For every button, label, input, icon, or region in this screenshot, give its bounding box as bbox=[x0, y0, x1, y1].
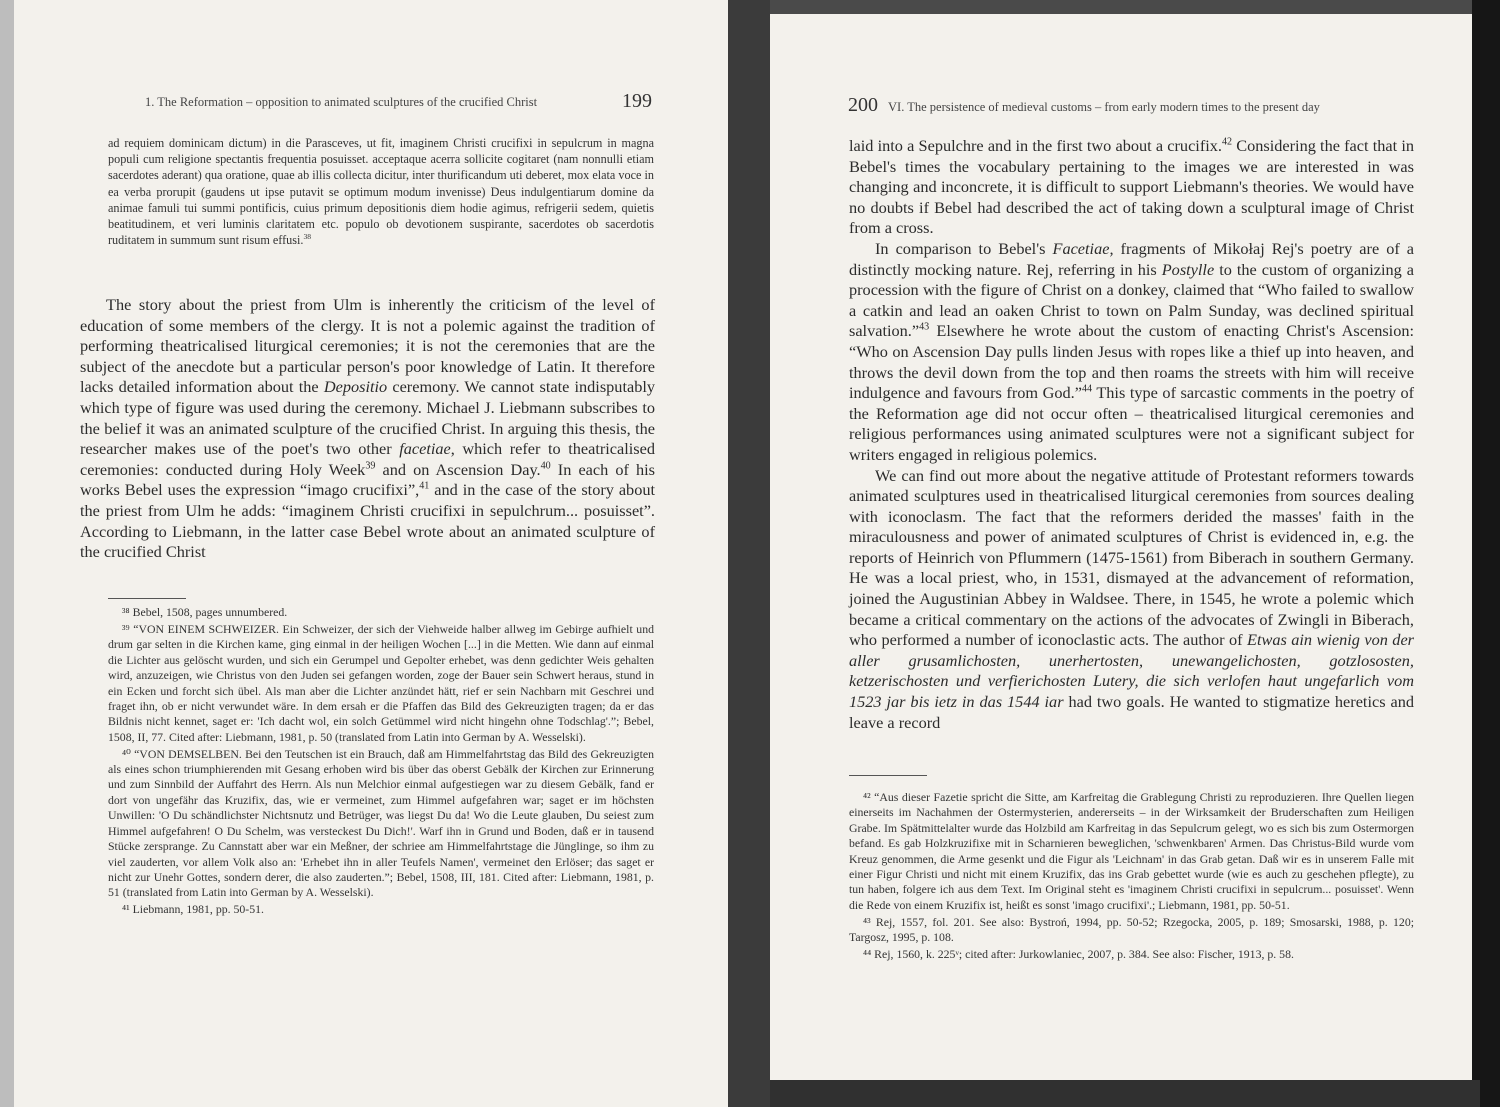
italic-title: facetiae bbox=[399, 439, 451, 459]
scan-edge bbox=[0, 0, 14, 1107]
running-header-left bbox=[145, 95, 537, 110]
latin-quotation-text: ad requiem dominicam dictum) in die Parasceves, ut fit, imaginem Christi crucifixi in sepulcrum in magna populi cum religione spectantis frequentia posuisset. acceptaque acerra sollicite cogitaret (nam nonnulli etiam sacerdotes aderant) qua oratione, quae ab illis collecta dicitur, inter thurificandum uti deberet, mox elata voce in ea verba prorupit (gaudens ut ipse putavit se optimum modum invenisse) Deus indulgentiarum domine da animae famuli tui summi pontificis, cuius primum depositionis diem hodie agimus, refrigerii sedem, quietis beatitudinem, et veri luminis claritatem etc. populo ob devotionem suspirante, sacerdotes ob sacerdotis ruditatem in summum sunt risum effusi. bbox=[108, 136, 654, 248]
footnote-42: ⁴² “Aus dieser Fazetie spricht die Sitte, am Karfreitag die Grablegung Christi zu reproduzieren. Ihre Quellen liegen einerseits im Nachahmen der Ostermysterien, andererseits – in der Wirksamkeit der Bruderschaften zum Heiligen Grabe. Im Spätmittelalter wurde das Holzbild am Karfreitag in das Sepulcrum gelegt, wo es sich bis zum Ostermorgen befand. Es gab Holzkruzifixe mit in Scharnieren beweglichen, 'schwenkbaren' Armen. Das Christus-Bild wurde vom Kreuz genommen, die Arme gesenkt und die Figur als 'Leichnam' in das Grab getan. Daß wir es in unserem Falle mit einer Figur Christi und nicht mit einem Kruzifix, das ins Grab gebettet wurde (wie es auch zu geschehen pflegte), zu tun haben, folgere ich aus dem Text. Im Original steht es 'imaginem Christi crucifixi in sepulcrum... posuisset'. Wenn die Rede von einem Kruzifix ist, heißt es sonst 'imago crucifixi'.; Liebmann, 1981, pp. 50-51. bbox=[849, 790, 1414, 912]
footnote-43: ⁴³ Rej, 1557, fol. 201. See also: Bystroń, 1994, pp. 50-52; Rzegocka, 2005, p. 189; Smosarski, 1988, p. 120; Targosz, 1995, p. 108. bbox=[849, 914, 1414, 945]
body-paragraph-left bbox=[80, 295, 655, 563]
footnote-ref: 40 bbox=[540, 460, 551, 472]
italic-title: Depositio bbox=[323, 377, 388, 397]
footnote-ref: 42 bbox=[1221, 136, 1233, 148]
body-paragraph: laid into a Sepulchre and in the first two about a crucifix.$^{42}$ Considering the fact that in Bebel's times the vocabulary pertaining to the images we are interested in was changing and inconcrete, it is difficult to support Liebmann's theories. We would have no doubts if Bebel had described the act of taking down a sculptural image of Christ from a cross. bbox=[849, 136, 1414, 238]
footnote-39: ³⁹ “VON EINEM SCHWEIZER. Ein Schweizer, der sich der Viehweide halber allweg im Gebirge aufhielt und drum gar selten in die Kirchen kame, ging einmal in der heiligen Wochen [...] in die Metten. Wie dann auf einmal die Lichter aus gelöscht wurden, und sich ein Gerumpel und Gepolter erhebet, was denn gedichter Weis gehalten wird, anzuzeigen, wie Christus von den Juden sei gefangen worden, zoge der Bauer sein Schwert heraus, stund in ein Ecken und forcht sich übel. Als man aber die Lichter anzündet hätt, rief er sein Nachbarn mit Geschrei und fraget ihn, ob er nicht verwundet wäre. In dem ersah er die Pfaffen das Bild des Gekreuzigten tragen; da er das Bildnis nicht kennet, saget er: 'Ich dacht wol, ein solch Getümmel wird nicht hingehn ohne Todschlag'.”; Bebel, 1508, II, 77. Cited after: Liebmann, 1981, p. 50 (translated from Latin into German by A. Wesselski). bbox=[108, 621, 654, 744]
latin-quotation bbox=[108, 135, 654, 248]
right-page bbox=[770, 14, 1472, 1080]
running-header-text: 1. The Reformation – opposition to animated sculptures of the crucified Christ bbox=[145, 95, 538, 109]
body-text-right bbox=[849, 136, 1414, 733]
scan-edge-top bbox=[770, 0, 1500, 14]
footnotes-left bbox=[108, 605, 654, 919]
italic-title: Facetiae, bbox=[1052, 238, 1114, 258]
footnote-40: ⁴⁰ “VON DEMSELBEN. Bei den Teutschen ist ein Brauch, daß am Himmelfahrtstag das Bild des Gekreuzigten als eines schon triumphierenden mit Gesang erhoben wird bis über das oberst Gebälk der Kirchen zur Erinnerung und zum Sinnbild der Auffahrt des Herrn. Als nun Melchior einmal aufgestiegen war zu diesem Gebälk, fand er dort von ungefähr das Kruzifix, das, wie er vermeinet, zum Himmel aufgefahren war; saget er im höchsten Unwillen: 'O Du schändlichster Nichtsnutz und Betrüger, was liegst Du da! Wo die Leute glauben, Du seiest zum Himmel aufgefahren! O Du Schelm, was versteckest Du Dich!'. Warf ihn in Grund und Boden, daß er in tausend Stücke zersprange. Zu Cannstatt aber war ein Meßner, der schriee am Himmelfahrtstage die Jünglinge, so ihm zu viel zauderten, vor allem Volk also an: 'Erhebet ihn in aller Teufels Namen', vermeinet den Erlöser; das saget er nicht zur Unehr Gottes, sondern derer, die also zauderten.”; Bebel, 1508, III, 181. Cited after: Liebmann, 1981, p. 51 (translated from Latin into German by A. Wesselski). bbox=[108, 746, 654, 900]
left-page bbox=[14, 0, 728, 1107]
italic-title: Etwas ain wienig von der aller grusamlichosten, unerhertosten, unewangelichosten, gotzlososten, ketzerischosten und verfierichosten Lutery, die sich verlofen haut ungefarlich vom 1523 jar bis ietz in das 1544 iar bbox=[849, 630, 1415, 712]
footnote-ref: 44 bbox=[1081, 383, 1093, 395]
body-paragraph: The story about the priest from Ulm is inherently the criticism of the level of education of some members of the clergy. It is not a polemic against the tradition of performing theatricalised liturgical ceremonies; it is not the ceremonies that are the subject of the anecdote but a particular person's poor knowledge of Latin. It therefore lacks detailed information about the Depositio ceremony. We cannot state indisputably which type of figure was used during the ceremony. Michael J. Liebmann subscribes to the belief it was an animated sculpture of the crucified Christ. In arguing this thesis, the researcher makes use of the poet's two other facetiae, which refer to theatricalised ceremonies: conducted during Holy Week$^{39}$ and on Ascension Day.$^{40}$ In each of his works Bebel uses the expression “imago crucifixi”,$^{41}$ and in the case of the story about the priest from Ulm he adds: “imaginem Christi crucifixi in sepulchrum... posuisset”. According to Liebmann, in the latter case Bebel wrote about an animated sculpture of the crucified Christ bbox=[80, 295, 656, 562]
page-number-left: 199 bbox=[622, 90, 652, 112]
footnote-41: ⁴¹ Liebmann, 1981, pp. 50-51. bbox=[122, 902, 264, 917]
book-gutter bbox=[728, 0, 770, 1107]
footnote-44: ⁴⁴ Rej, 1560, k. 225ᵛ; cited after: Jurkowlaniec, 2007, p. 384. See also: Fischer, 1913, p. 58. bbox=[863, 947, 1294, 962]
footnote-ref: 41 bbox=[419, 480, 430, 492]
footnote-ref: 39 bbox=[365, 460, 376, 472]
italic-title: Postylle bbox=[1161, 259, 1215, 279]
footnotes-right bbox=[849, 790, 1414, 964]
page-number-right: 200 bbox=[848, 94, 878, 116]
footnote-ref: 38 bbox=[303, 232, 311, 242]
running-header-right bbox=[888, 100, 1320, 115]
scan-edge-right bbox=[1472, 0, 1500, 1107]
footnote-ref: 43 bbox=[919, 321, 930, 333]
body-paragraph: We can find out more about the negative attitude of Protestant reformers towards animated sculptures used in theatricalised liturgical ceremonies from sources dealing with iconoclasm. The fact that the reformers derided the masses' faith in the miraculousness and power of animated sculptures of Christ is evidenced in, e.g. the reports of Heinrich von Pflummern (1475-1561) from Biberach in southern Germany. He was a local priest, who, in 1531, dismayed at the advancement of reformation, joined the Augustinian Abbey in Waldsee. There, in 1545, he wrote a polemic which became a critical commentary on the actions of the advocates of Zwingli in Biberach, who performed a number of iconoclastic acts. The author of Etwas ain wienig von der aller grusamlichosten, unerhertosten, unewangelichosten, gotzlososten, ketzerischosten und verfierichosten Lutery, die sich verlofen haut ungefarlich vom 1523 jar bis ietz in das 1544 iar had two goals. He wanted to stigmatize heretics and leave a record bbox=[849, 465, 1415, 732]
footnote-rule bbox=[108, 598, 186, 599]
scan-edge-bottom bbox=[770, 1080, 1480, 1107]
footnote-38: ³⁸ Bebel, 1508, pages unnumbered. bbox=[122, 605, 288, 619]
body-paragraph: In comparison to Bebel's Facetiae, fragments of Mikołaj Rej's poetry are of a distinctly mocking nature. Rej, referring in his Postylle to the custom of organizing a procession with the figure of Christ on a donkey, claimed that “Who failed to swallow a catkin and lead an oaken Christ to town on Palm Sunday, was declined spiritual salvation.”$^{43}$ Elsewhere he wrote about the custom of enacting Christ's Ascension: “Who on Ascension Day pulls linden Jesus with ropes like a thief up into heaven, and throws the devil down from the top and then roams the streets with him will receive indulgence and favours from God.”$^{44}$ This type of sarcastic comments in the poetry of the Reformation age did not occur often – theatricalised liturgical ceremonies and religious performances using animated sculptures were not a significant subject for writers engaged in religious polemics. bbox=[849, 238, 1415, 464]
footnote-rule bbox=[849, 775, 927, 776]
running-header-text: VI. The persistence of medieval customs – from early modern times to the present day bbox=[888, 100, 1320, 114]
